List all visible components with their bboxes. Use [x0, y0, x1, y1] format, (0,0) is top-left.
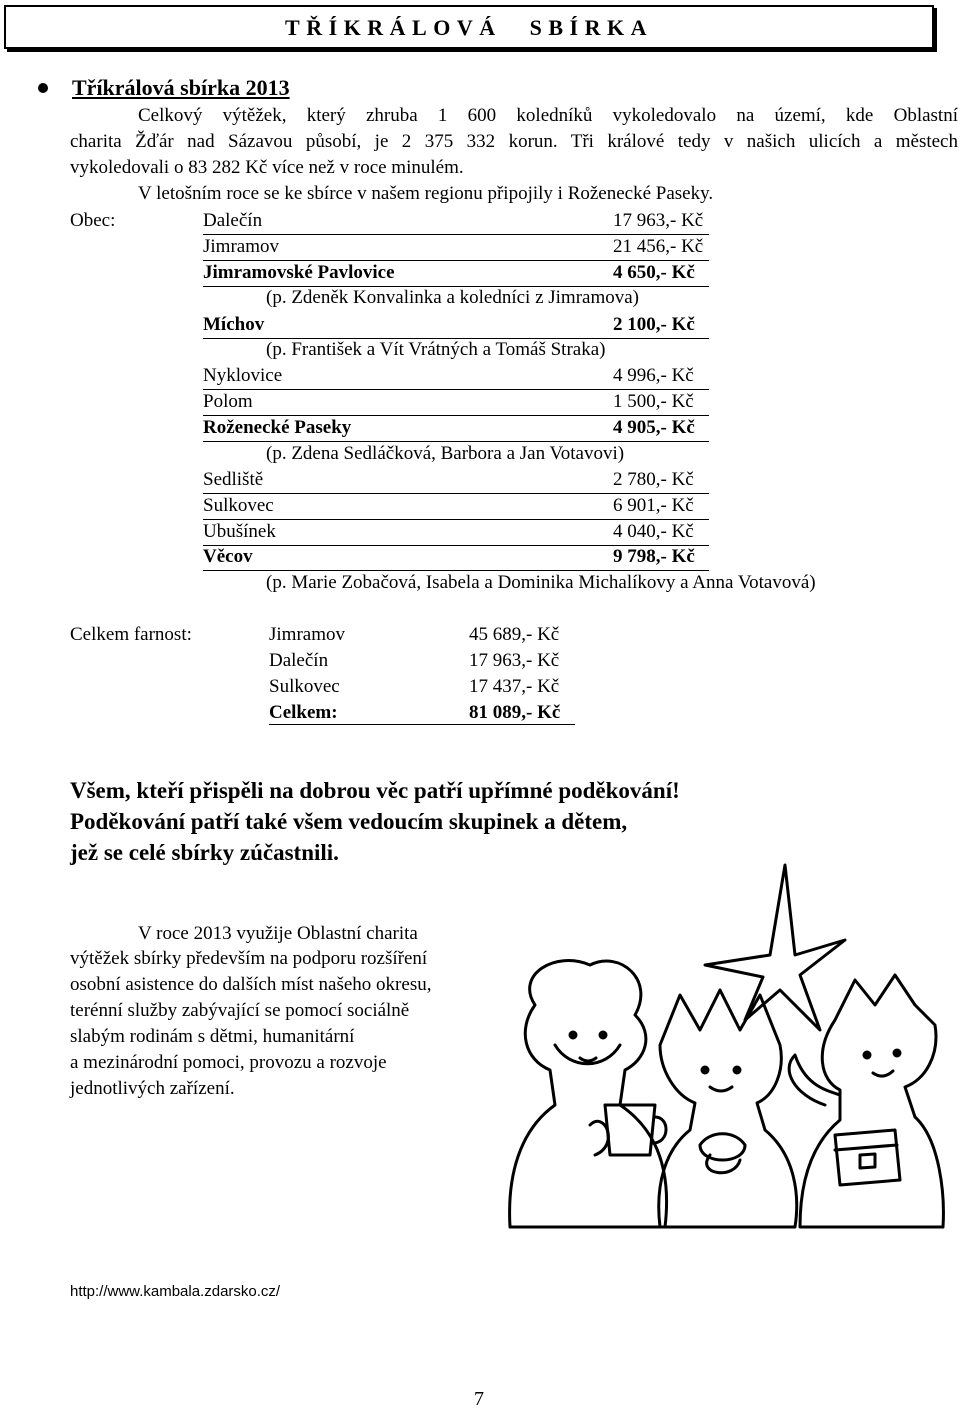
- village-name: Jimramovské Pavlovice: [203, 262, 395, 283]
- village-row: [203, 469, 709, 494]
- village-name: Míchov: [203, 314, 265, 335]
- total-name: Sulkovec: [269, 676, 340, 697]
- village-row: [203, 495, 709, 520]
- village-row: [203, 391, 709, 416]
- page-number: 7: [474, 1388, 484, 1410]
- thanks-line-3: jež se celé sbírky zúčastnili.: [70, 840, 339, 865]
- village-amount: 4 996,- Kč: [613, 365, 694, 386]
- village-amount: 4 905,- Kč: [613, 417, 695, 438]
- village-amount: 6 901,- Kč: [613, 495, 694, 516]
- village-row: [203, 236, 709, 261]
- village-amount: 1 500,- Kč: [613, 391, 694, 412]
- article-heading: Tříkrálová sbírka 2013: [72, 75, 290, 100]
- usage-line-5: slabým rodinám s dětmi, humanitární: [70, 1026, 355, 1047]
- website-link[interactable]: http://www.kambala.zdarsko.cz/: [70, 1283, 281, 1300]
- village-amount: 4 040,- Kč: [613, 521, 694, 542]
- village-amount: 2 100,- Kč: [613, 314, 695, 335]
- village-row: [203, 314, 709, 339]
- village-row: [203, 546, 709, 571]
- village-name: Sedliště: [203, 469, 264, 490]
- village-row: [203, 521, 709, 546]
- village-name: Sulkovec: [203, 495, 274, 516]
- total-amount: 17 437,- Kč: [469, 676, 560, 697]
- grand-total-row: [269, 702, 575, 725]
- collector-note: (p. Zdeněk Konvalinka a koledníci z Jimramova): [266, 287, 640, 308]
- three-kings-illustration: [495, 855, 950, 1240]
- village-name: Věcov: [203, 546, 253, 567]
- usage-line-7: jednotlivých zařízení.: [70, 1078, 235, 1099]
- collector-note: (p. Zdena Sedláčková, Barbora a Jan Votavovi): [266, 443, 625, 464]
- total-amount: 45 689,- Kč: [469, 624, 560, 645]
- obec-label: Obec:: [70, 210, 116, 231]
- section-header: [4, 5, 934, 49]
- village-name: Jimramov: [203, 236, 279, 257]
- village-amount: 4 650,- Kč: [613, 262, 695, 283]
- total-name: Dalečín: [269, 650, 329, 671]
- total-name: Jimramov: [269, 624, 345, 645]
- usage-line-3: osobní asistence do dalších míst našeho okresu,: [70, 974, 432, 995]
- section-title: TŘÍKRÁLOVÁ SBÍRKA: [285, 15, 653, 40]
- village-row: [203, 210, 709, 235]
- usage-line-1: V roce 2013 využije Oblastní charita: [138, 923, 418, 944]
- village-row: [203, 262, 709, 287]
- collector-note: (p. František a Vít Vrátných a Tomáš Straka): [266, 339, 606, 360]
- intro-line-3: vykoledovali o 83 282 Kč více než v roce minulém.: [70, 157, 464, 178]
- village-name: Nyklovice: [203, 365, 283, 386]
- usage-line-4: terénní služby zabývající se pomocí sociálně: [70, 1000, 410, 1021]
- village-name: Dalečín: [203, 210, 263, 231]
- village-name: Roženecké Paseky: [203, 417, 352, 438]
- village-name: Ubušínek: [203, 521, 276, 542]
- village-row: [203, 417, 709, 442]
- grand-total-amount: 81 089,- Kč: [469, 702, 561, 723]
- intro-line-1: Celkový výtěžek, který zhruba 1 600 koledníků vykoledovalo na území, kde Oblastní: [138, 105, 958, 126]
- region-line: V letošním roce se ke sbírce v našem regionu připojily i Roženecké Paseky.: [138, 183, 714, 204]
- village-name: Polom: [203, 391, 253, 412]
- intro-line-2: charita Žďár nad Sázavou působí, je 2 375 332 korun. Tři králové tedy v našich ulicích a městech: [70, 131, 958, 152]
- village-amount: 17 963,- Kč: [613, 210, 704, 231]
- usage-line-6: a mezinárodní pomoci, provozu a rozvoje: [70, 1052, 387, 1073]
- village-amount: 21 456,- Kč: [613, 236, 704, 257]
- village-amount: 9 798,- Kč: [613, 546, 695, 567]
- thanks-line-1: Všem, kteří přispěli na dobrou věc patří upřímné poděkování!: [70, 778, 680, 803]
- grand-total-label: Celkem:: [269, 702, 338, 723]
- total-amount: 17 963,- Kč: [469, 650, 560, 671]
- collector-note: (p. Marie Zobačová, Isabela a Dominika Michalíkovy a Anna Votavová): [266, 572, 816, 593]
- bullet-icon: [38, 83, 48, 93]
- village-row: [203, 365, 709, 390]
- usage-line-2: výtěžek sbírky především na podporu rozšíření: [70, 948, 428, 969]
- village-amount: 2 780,- Kč: [613, 469, 694, 490]
- thanks-line-2: Poděkování patří také všem vedoucím skupinek a dětem,: [70, 809, 628, 834]
- totals-label: Celkem farnost:: [70, 624, 192, 645]
